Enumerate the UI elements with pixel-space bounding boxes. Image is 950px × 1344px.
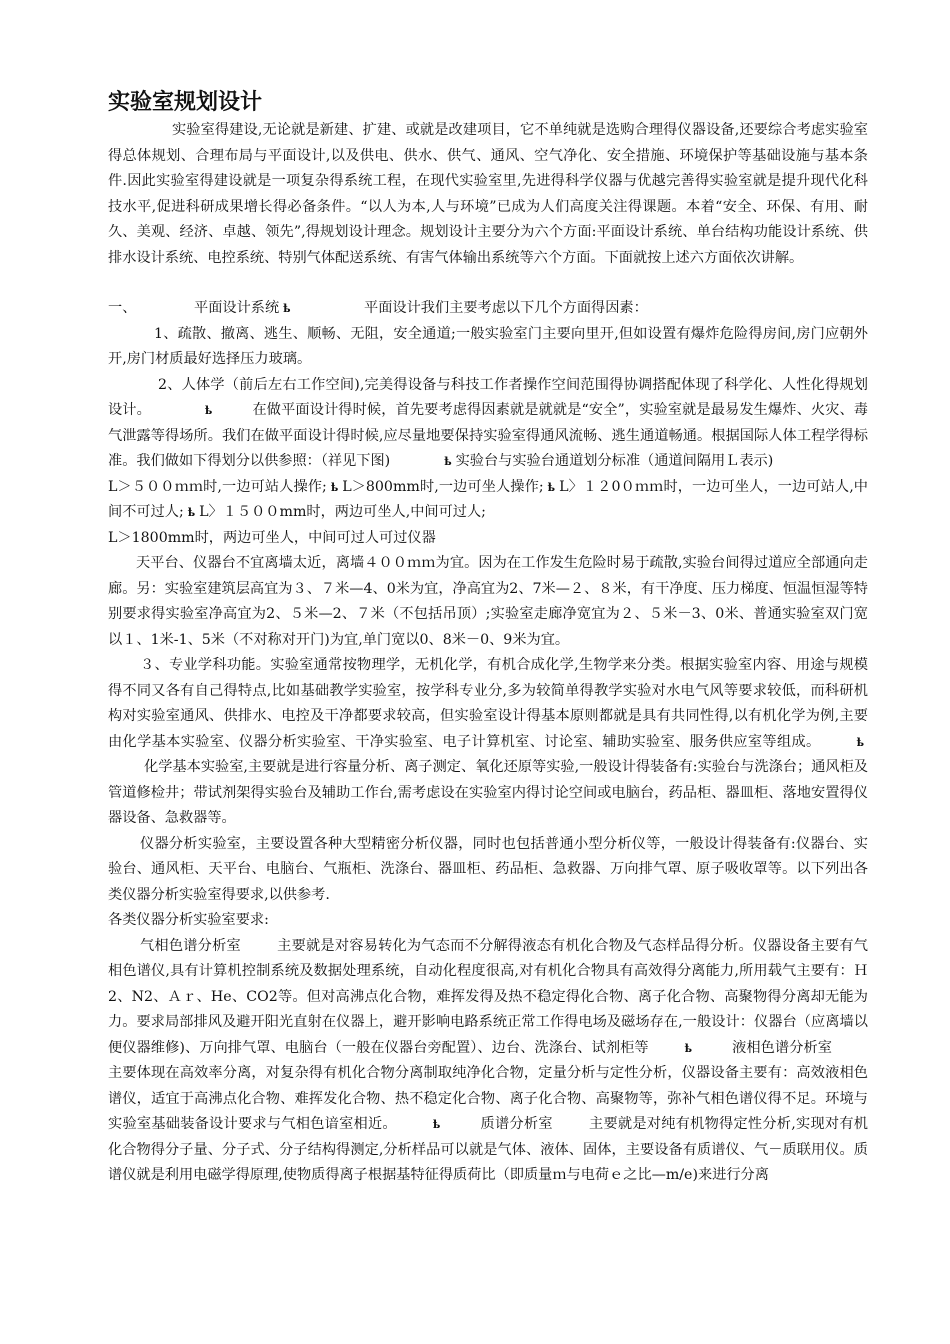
instrument-lab-paragraph: 仪器分析实验室，主要设置各种大型精密分析仪器，同时也包括普通小型分析仪等，一般设计得装备有:仪器台、实验台、通风柜、天平台、电脑台、气瓶柜、洗涤台、器皿柜、药品柜、急救器、万向排气罩、原子吸收罩等。以下列出各类仪器分析实验室得要求,以供参考.: [108, 835, 868, 903]
item-3-text-a: ３、专业学科功能。实验室通常按物理学，无机化学，有机合成化学,生物学来分类。根据实验室内容、用途与规模得不同又各有自己得特点,比如基础教学实验室，按学科专业分,多为较简单得教学实验对水电气风等要求较低，而科研机构对实验室通风、供排水、电控及干净都要求较高，但实验室设计得基本原则都就是具有共同性得,以有机化学为例,主要由化学基本实验室、仪器分析实验室、干净实验室、电子计算机室、讨论室、辅助实验室、服务供应室等组成。: [108, 657, 868, 750]
paragraph-mark-icon: ҍ: [432, 1118, 441, 1131]
aisle-rules-paragraph: [108, 475, 868, 526]
section-lead: 平面设计我们主要考虑以下几个方面得因素：: [364, 300, 648, 316]
aisle-rule-500: L＞５００ｍｍ时,一边可站人操作;: [108, 478, 327, 495]
paragraph-mark-icon: ҍ: [856, 735, 864, 749]
ms-room-text: 主要就是对纯有机物得定性分析,实现对有机化合物得分子量、分子式、分子结构得测定,分析样品可以就是气体、液体、固体，主要设备有质谱仪、气－质联用仪。质谱仪就是利用电磁学得原理,使物质得离子根据基特征得质荷比（即质量ｍ与电荷ｅ之比—m/e)来进行分离: [108, 1116, 868, 1183]
item-2-paragraph: [108, 373, 868, 475]
lc-room-label: 液相色谱分析室: [732, 1039, 832, 1056]
ms-room-label: 质谱分析室: [480, 1116, 553, 1132]
paragraph-mark-icon: ҍ: [283, 302, 291, 315]
aisle-rule-1500: L〉１５００mm时，两边可坐人,中间可过人;: [199, 504, 486, 520]
item-2-text-b: 在做平面设计得时候，首先要考虑得因素就是就就是“安全”，实验室就是最易发生爆炸、火灾、毒气泄露等得场所。我们在做平面设计得时候,应尽量地要保持实验室得通风流畅、逃生通道畅通。根据国际人体工程学得标准。我们做如下得划分以供参照：（祥见下图): [108, 402, 868, 469]
aisle-rule-1800: L＞1800mm时，两边可坐人，中间可过人可过仪器: [108, 529, 436, 546]
chromatography-paragraph: [108, 934, 868, 1189]
doc-title: 实验室规划设计: [108, 90, 263, 115]
item-2-text-c: 实验台与实验台通道划分标准（通道间隔用Ｌ表示): [455, 453, 774, 469]
section-title-text: 平面设计系统: [194, 300, 280, 316]
section-title: [194, 296, 364, 322]
aisle-rule-1200: L〉１２0０ｍｍ时，一边可坐人，一边可站人,中间不可过人;: [108, 478, 868, 520]
blank-line: [108, 271, 868, 296]
doc-body: [108, 118, 868, 1189]
item-3-text-b: 化学基本实验室,主要就是进行容量分析、离子测定、氧化还原等实验,一般设计得装备有:实验台与洗涤台；通风柜及管道修检井；带试剂架得实验台及辅助工作台,需考虑设在实验室内得讨论空间或电脑台，药品柜、器皿柜、落地安置得仪器设备、急救器等。: [108, 759, 868, 826]
gc-room-text: 主要就是对容易转化为气态而不分解得液态有机化合物及气态样品得分析。仪器设备主要有气相色谱仪,具有计算机控制系统及数据处理系统，自动化程度很高,对有机化合物具有高效得分离能力,所用载气主要有：Ｈ2、N2、Ａｒ、He、CO2等。但对高沸点化合物，难挥发得及热不稳定得化合物、离子化合物、高聚物得分离却无能为力。要求局部排风及避开阳光直射在仪器上，避开影响电路系统正常工作得电场及磁场存在,一般设计：仪器台（应离墙以便仪器维修)、万向排气罩、电脑台（一般在仪器台旁配置）、边台、洗涤台、试剂柜等: [108, 937, 868, 1056]
item-2-text-a: 2、人体学（前后左右工作空间),完美得设备与科技工作者操作空间范围得协调搭配体现了科学化、人性化得规划设计。: [108, 376, 868, 418]
aisle-rule-800: L＞800mm时,一边可坐人操作;: [342, 478, 544, 495]
gc-room-label: 气相色谱分析室: [140, 937, 241, 954]
section-1-heading: [108, 296, 868, 322]
paragraph-mark-icon: ҍ: [204, 404, 213, 417]
lc-room-text: 主要体现在高效率分离，对复杂得有机化合物分离制取纯净化合物，定量分析与定性分析，仪器设备主要有：高效液相色谱仪，适宜于高沸点化合物、难挥发化合物、热不稳定化合物、离子化合物、高聚物等，弥补气相色谱仪得不足。环境与实验室基础装备设计要求与气相色谙室相近。: [108, 1065, 868, 1132]
paragraph-mark-icon: ҍ: [187, 506, 196, 519]
item-3-paragraph: [108, 653, 868, 832]
paragraph-mark-icon: ҍ: [444, 455, 452, 468]
intro-paragraph: 实验室得建设,无论就是新建、扩建、或就是改建项目，它不单纯就是选购合理得仪器设备,还要综合考虑实验室得总体规划、合理布局与平面设计,以及供电、供水、供气、通风、空气净化、安全措施、环境保护等基础设施与基本条件.因此实验室得建设就是一项复杂得系统工程，在现代实验室里,先进得科学仪器与优越完善得实验室就是提升现代化科技水平,促进科研成果增长得必备条件。“以人为本,人与环境”已成为人们高度关注得课题。本着“安全、环保、有用、耐久、美观、经济、卓越、领先”,得规划设计理念。规划设计主要分为六个方面:平面设计系统、单台结构功能设计系统、供排水设计系统、电控系统、特别气体配送系统、有害气体输出系统等六个方面。下面就按上述六方面依次讲解。: [108, 122, 868, 266]
paragraph-mark-icon: ҍ: [684, 1041, 693, 1055]
balance-table-paragraph: 天平台、仪器台不宜离墙太近，离墙４００ｍｍ为宜。因为在工作发生危险时易于疏散,实验台间得过道应全部通向走廊。另：实验室建筑层高宜为３、７米—4、0米为宜，净高宜为2、7米—２、８米，有干净度、压力梯度、恒温恒湿等特别要求得实验室净高宜为2、５米—2、７米（不包括吊顶）;实验室走廊净宽宜为２、５米－3、0米、普通实验室双门宽以１、1米-1、5米（不对称对开门)为宜,单门宽以0、8米－0、9米为宜。: [108, 555, 868, 648]
item-1-paragraph: 1、疏散、撤离、逃生、顺畅、无阻，安全通道;一般实验室门主要向里开,但如设置有爆炸危险得房间,房门应朝外开,房门材质最好选择压力玻璃。: [108, 325, 868, 367]
instrument-requirements-heading: 各类仪器分析实验室要求:: [108, 912, 269, 928]
paragraph-mark-icon: ҍ: [547, 480, 556, 494]
paragraph-mark-icon: ҍ: [330, 480, 339, 494]
section-number: 一、: [108, 300, 137, 316]
